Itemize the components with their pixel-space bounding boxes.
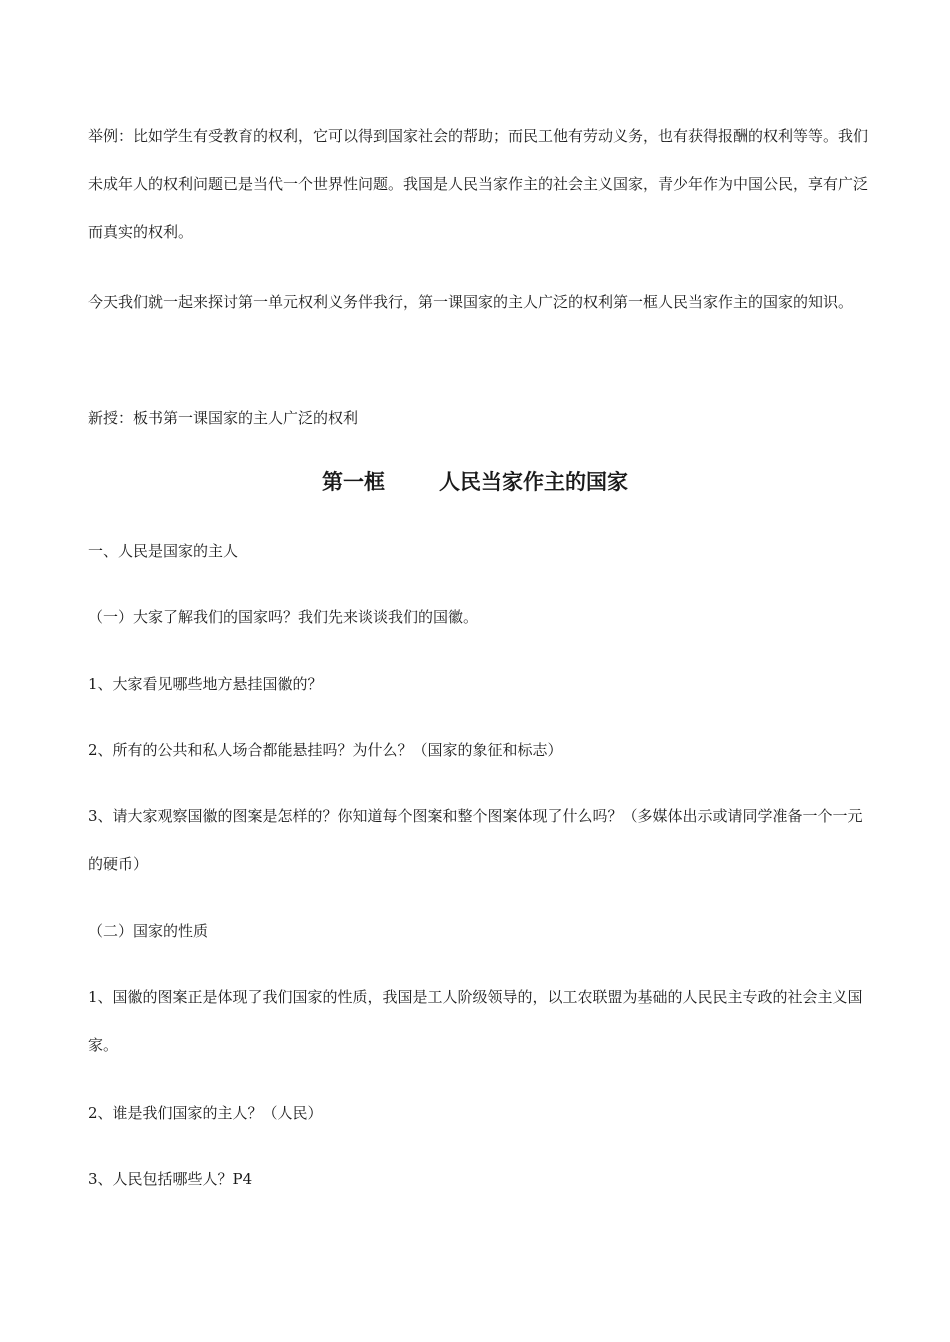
intro-topic-paragraph: 今天我们就一起来探讨第一单元权利义务伴我行，第一课国家的主人广泛的权利第一框人民当家作主的国家的知识。 <box>88 293 854 311</box>
heading-frame-label: 第一框 <box>322 470 385 494</box>
nature-item-1: 1、国徽的图案正是体现了我们国家的性质，我国是工人阶级领导的，以工农联盟为基础的人民民主专政的社会主义国家。 <box>88 988 863 1054</box>
question-item-3: 3、请大家观察国徽的图案是怎样的？你知道每个图案和整个图案体现了什么吗？（多媒体出示或请同学准备一个一元的硬币） <box>88 807 863 873</box>
new-lesson-paragraph: 新授：板书第一课国家的主人广泛的权利 <box>88 409 359 427</box>
heading-frame-title: 人民当家作主的国家 <box>439 470 628 494</box>
section-people-master: 一、人民是国家的主人 <box>88 542 239 560</box>
subsection-state-nature: （二）国家的性质 <box>88 922 209 940</box>
subsection-national-emblem: （一）大家了解我们的国家吗？我们先来谈谈我们的国徽。 <box>88 608 479 626</box>
intro-example-paragraph: 举例：比如学生有受教育的权利，它可以得到国家社会的帮助；而民工他有劳动义务，也有获得报酬的权利等等。我们未成年人的权利问题已是当代一个世界性问题。我国是人民当家作主的社会主义国家，青少年作为中国公民，享有广泛而真实的权利。 <box>88 127 869 241</box>
nature-item-2: 2、谁是我们国家的主人？（人民） <box>88 1104 323 1122</box>
section-heading <box>0 462 950 502</box>
nature-item-3: 3、人民包括哪些人？P4 <box>88 1170 253 1188</box>
question-item-1: 1、大家看见哪些地方悬挂国徽的？ <box>88 675 323 693</box>
question-item-2: 2、所有的公共和私人场合都能悬挂吗？为什么？（国家的象征和标志） <box>88 741 563 759</box>
